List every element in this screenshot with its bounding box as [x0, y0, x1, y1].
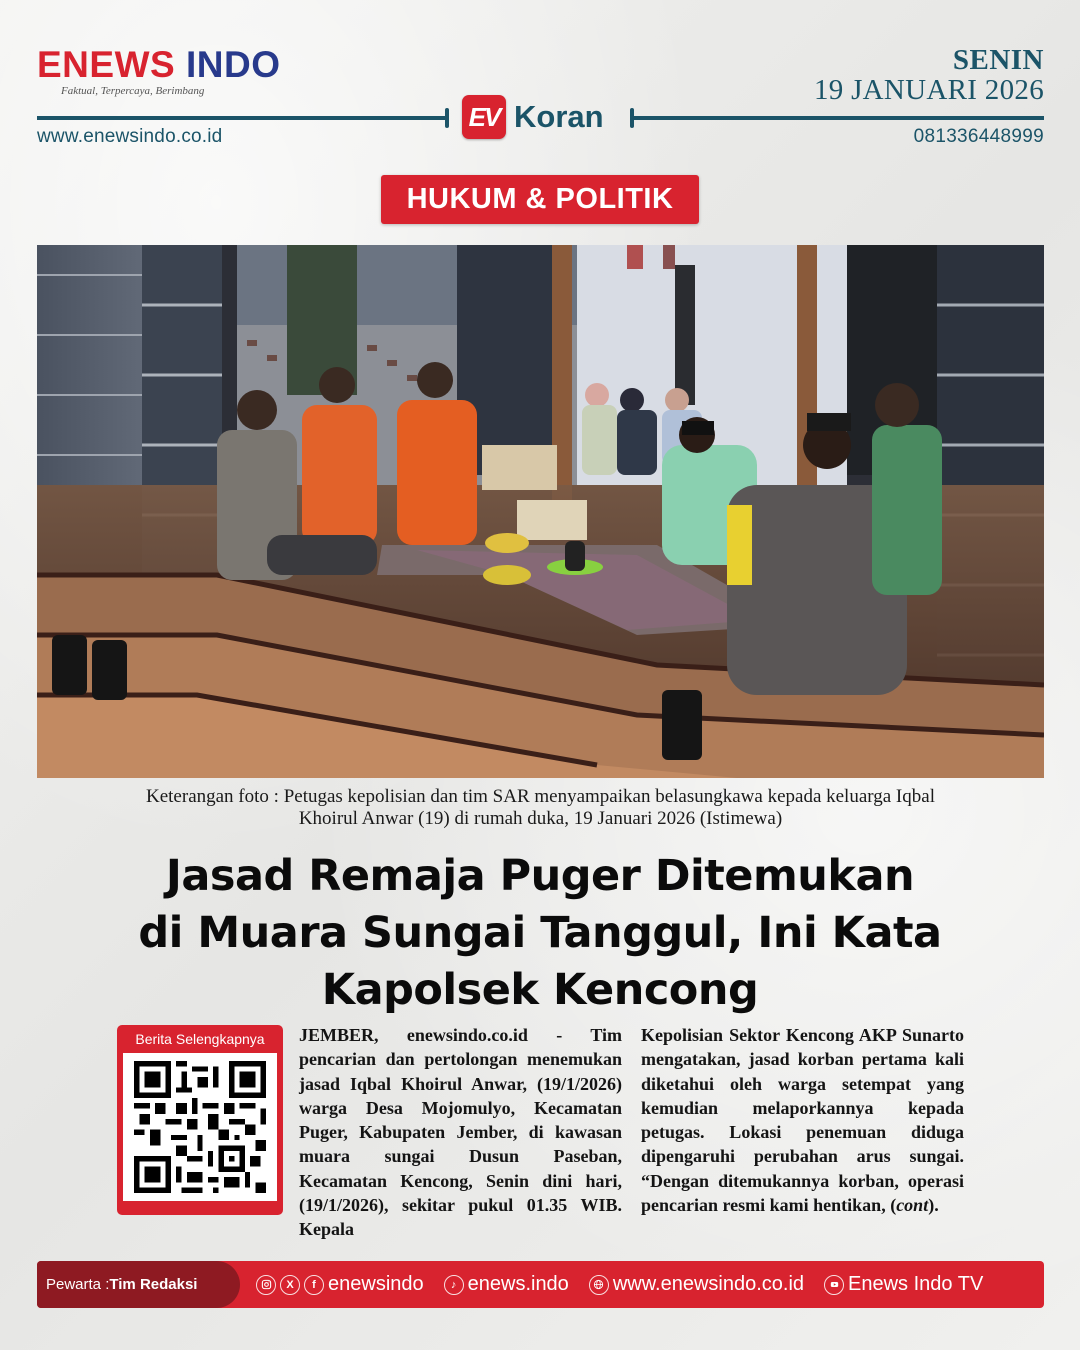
- brand-name-red: ENEWS: [37, 44, 176, 85]
- social-handle: enewsindo: [328, 1273, 424, 1295]
- header-divider-right: [632, 116, 1044, 120]
- tiktok-handle: enews.indo: [467, 1273, 569, 1295]
- header-divider-left: [37, 116, 447, 120]
- brand-name-blue: INDO: [175, 44, 281, 85]
- koran-logo: [462, 95, 604, 139]
- headline-line-1: Jasad Remaja Puger Ditemukan: [165, 851, 915, 901]
- photo-caption: [37, 786, 1044, 830]
- footer-bar: [37, 1261, 1044, 1308]
- article-column-2-end: ).: [928, 1195, 939, 1216]
- brand-tagline: Faktual, Terpercaya, Berimbang: [61, 85, 205, 97]
- qr-title: Berita Selengkapnya: [135, 1031, 265, 1047]
- date-block: [814, 46, 1044, 105]
- article-column-2: [641, 1023, 964, 1217]
- qr-code-icon[interactable]: [123, 1053, 277, 1201]
- tiktok-icon: ♪: [444, 1275, 464, 1295]
- reporter-credit: [37, 1261, 240, 1308]
- headline-line-2: di Muara Sungai Tanggul, Ini Kata: [138, 908, 942, 958]
- website-link[interactable]: www.enewsindo.co.id: [37, 126, 223, 147]
- caption-line-1: Keterangan foto : Petugas kepolisian dan tim SAR menyampaikan belasungkawa kepada keluarga Iqbal: [146, 786, 935, 807]
- reporter-name: Tim Redaksi: [109, 1276, 198, 1293]
- facebook-icon: f: [304, 1275, 324, 1295]
- headline-line-3: Kapolsek Kencong: [321, 965, 759, 1015]
- continued-marker: cont: [896, 1195, 929, 1216]
- news-photo: [37, 245, 1044, 778]
- social-link-enewsindo[interactable]: [256, 1273, 424, 1296]
- social-link-website[interactable]: [589, 1273, 804, 1296]
- category-badge: HUKUM & POLITIK: [381, 175, 699, 224]
- headline: [60, 848, 1020, 1019]
- article-column-1: JEMBER, enewsindo.co.id - Tim pencarian dan pertolongan menemukan jasad Iqbal Khoirul Anwar, (19/1/2026) warga Desa Mojomulyo, Kecamatan Puger, Kabupaten Jember, di kawasan muara sungai Dusun Paseban, Kecamatan Kencong, Senin dini hari, (19/1/2026), sekitar pukul 01.35 WIB. Kepala: [299, 1025, 622, 1240]
- social-link-youtube[interactable]: [824, 1273, 983, 1296]
- date-label: 19 JANUARI 2026: [813, 74, 1044, 106]
- koran-label: Koran: [514, 99, 604, 134]
- brand-name: [37, 46, 280, 83]
- caption-line-2: Khoirul Anwar (19) di rumah duka, 19 Januari 2026 (Istimewa): [298, 808, 783, 829]
- social-link-tiktok[interactable]: [444, 1273, 569, 1296]
- reporter-label: Pewarta :: [46, 1276, 110, 1293]
- instagram-icon: [256, 1275, 276, 1295]
- x-twitter-icon: X: [280, 1275, 300, 1295]
- globe-icon: [589, 1275, 609, 1295]
- qr-card[interactable]: [117, 1025, 283, 1215]
- website-footer: www.enewsindo.co.id: [612, 1273, 805, 1295]
- photo-illustration: [37, 245, 1044, 778]
- brand-logo: [37, 46, 280, 97]
- youtube-channel: Enews Indo TV: [848, 1273, 984, 1295]
- phone-number: 081336448999: [913, 126, 1044, 147]
- day-label: SENIN: [952, 44, 1044, 76]
- ev-logo-icon: EV: [462, 95, 506, 139]
- youtube-icon: [824, 1275, 844, 1295]
- article-column-2-text: Kepolisian Sektor Kencong AKP Sunarto mengatakan, jasad korban pertama kali diketahui oleh warga setempat yang kemudian melaporkannya kepada petugas. Lokasi penemuan diduga dipengaruhi perubahan arus sungai. “Dengan ditemukannya korban, operasi pencarian resmi kami hentikan, (: [641, 1025, 964, 1216]
- divider-cap-left: [445, 108, 449, 128]
